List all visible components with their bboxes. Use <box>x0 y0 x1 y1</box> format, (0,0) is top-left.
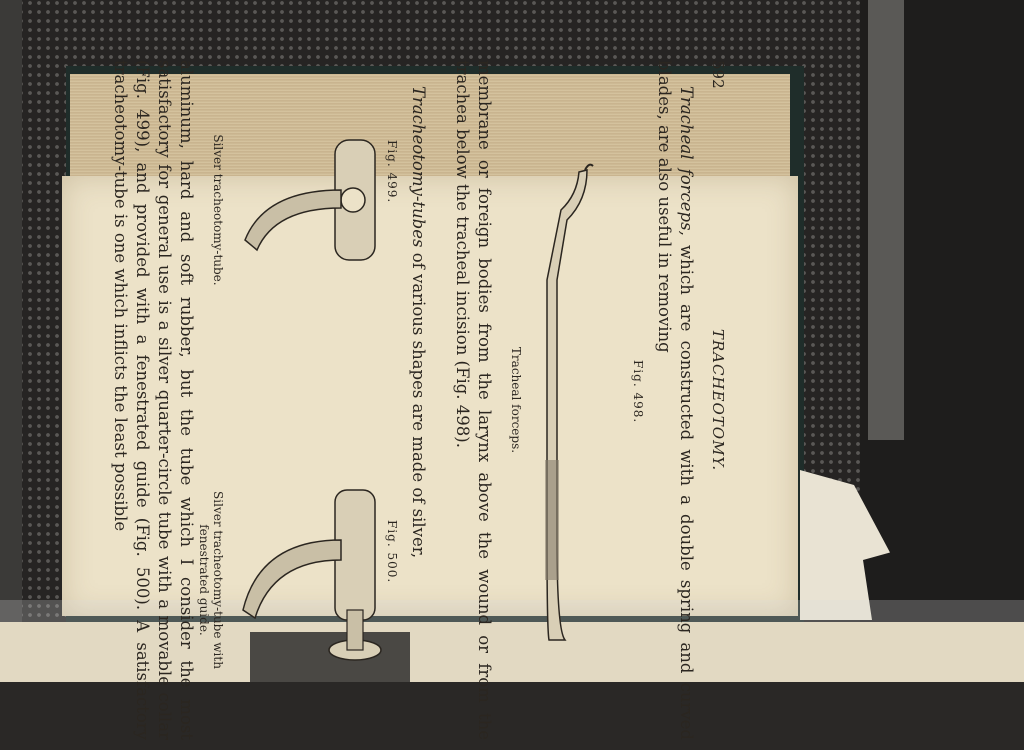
paragraph-1 <box>653 60 697 740</box>
paragraph-4: aluminum, hard and soft rubber, but the tube which I consider the most satisfactory for general use is a silver quarter-circle tube with a movable collar (Fig. 499), and provided with a fenestrated guide (Fig. 500). A satisfactory tracheotomy-tube is one which inflicts the least possible <box>111 60 196 740</box>
fenestrated-tube-illustration <box>235 460 385 680</box>
printed-page-content <box>111 50 745 750</box>
paragraph-3-text: of various shapes are made of silver, <box>409 252 428 559</box>
fig-500-caption: Silver tracheotomy-tube with fenestrated guide. <box>197 491 225 669</box>
tracheotomy-tube-illustration <box>235 110 385 290</box>
paragraph-1-text: Tracheal forceps, which are constructed with a double spring and curved blades, are also useful in removing <box>655 60 696 740</box>
tracheal-forceps-illustration <box>527 160 627 660</box>
page-number: 592 <box>709 60 727 89</box>
running-head: TRACHEOTOMY. <box>709 328 727 472</box>
left-edge-strip <box>0 0 22 682</box>
fig-498-caption: Tracheal forceps. <box>509 346 523 454</box>
fig-499-label: Fig. 499. <box>385 140 399 204</box>
fig-499-caption: Silver tracheotomy-tube. <box>211 134 225 286</box>
paragraph-3 <box>407 60 429 740</box>
paragraph-1-term: Tracheal forceps, <box>677 86 696 236</box>
paragraph-3-term: Tracheotomy-tubes <box>409 86 428 248</box>
paragraph-2: membrane or foreign bodies from the larynx above the wound or from the trachea below the tracheal incision (Fig. 498). <box>453 60 494 740</box>
fig-500-label: Fig. 500. <box>385 520 399 584</box>
fig-498-label: Fig. 498. <box>631 360 645 424</box>
right-edge-strip <box>868 0 904 440</box>
